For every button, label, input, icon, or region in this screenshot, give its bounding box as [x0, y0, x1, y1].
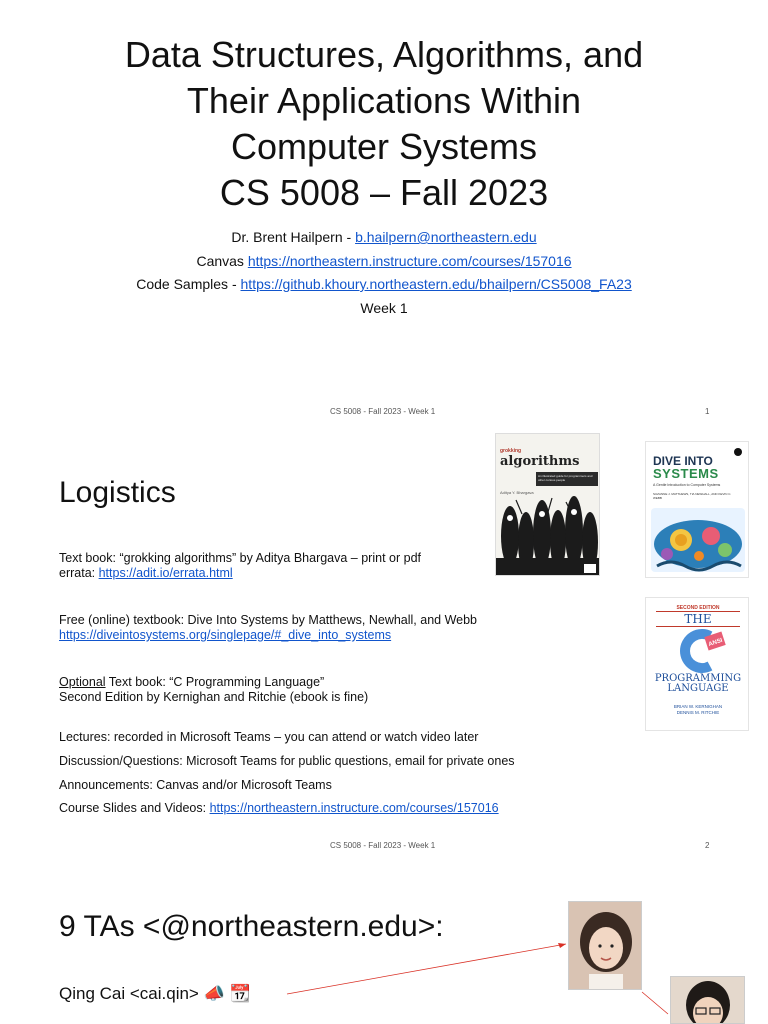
- ta-photo: [670, 976, 745, 1024]
- ta-photo-portrait: [569, 902, 642, 990]
- slide2-title: Logistics: [59, 476, 176, 509]
- grokking-cover-top: grokking: [500, 448, 522, 454]
- slide2-footer: CS 5008 - Fall 2023 - Week 1: [330, 841, 436, 850]
- c-cover-title-line2: LANGUAGE: [667, 683, 729, 694]
- slide2-page-number: 2: [705, 841, 710, 850]
- instructor-name: Dr. Brent Hailpern -: [231, 229, 356, 245]
- code-samples-link[interactable]: https://github.khoury.northeastern.edu/bhailpern/CS5008_FA23: [240, 276, 632, 292]
- canvas-label: Canvas: [196, 253, 248, 269]
- canvas-link[interactable]: https://northeastern.instructure.com/courses/157016: [247, 253, 572, 269]
- c-cover-author1: BRIAN W. KERNIGHAN: [673, 704, 723, 709]
- ta-list-item: Qing Cai <cai.qin> 📣 📆: [59, 984, 251, 1003]
- arrow-line: [287, 944, 566, 994]
- lectures-line: Lectures: recorded in Microsoft Teams – you can attend or watch video later: [59, 730, 479, 744]
- c-cover-title-line1: PROGRAMMING: [654, 673, 742, 684]
- grokking-cover-tagline: An illustrated guide for programmers and other curious people: [538, 474, 593, 482]
- c-cover-badge: ANSI: [707, 637, 724, 648]
- dive-cover-authors: SUZANNE J. MATTHEWS, TIA NEWHALL, AND KEVIN C. WEBB: [653, 492, 732, 500]
- ta-photo-portrait: [671, 977, 745, 1024]
- optional-textbook-title: Text book: “C Programming Language”: [105, 675, 325, 689]
- arrow-line: [642, 992, 668, 1014]
- free-textbook-link[interactable]: https://diveintosystems.org/singlepage/#_dive_into_systems: [59, 628, 392, 642]
- instructor-email-link[interactable]: b.hailpern@northeastern.edu: [355, 229, 537, 245]
- discussion-line: Discussion/Questions: Microsoft Teams for public questions, email for private ones: [59, 754, 515, 768]
- slide1-page-number: 1: [705, 407, 710, 416]
- c-cover-the: THE: [684, 612, 712, 626]
- code-samples-label: Code Samples -: [136, 276, 241, 292]
- errata-label: errata:: [59, 566, 99, 580]
- course-slides-label: Course Slides and Videos:: [59, 801, 210, 815]
- slide1-title-line: CS 5008 – Fall 2023: [219, 172, 549, 213]
- grokking-cover-title: algorithms: [500, 454, 580, 469]
- optional-label: Optional: [59, 675, 106, 689]
- grokking-cover-author: Aditya Y. Bhargava: [500, 490, 534, 495]
- free-textbook-line: Free (online) textbook: Dive Into Systems by Matthews, Newhall, and Webb: [59, 613, 478, 627]
- dive-cover-subtitle: A Gentle Introduction to Computer Systems: [653, 483, 721, 487]
- textbook-line: Text book: “grokking algorithms” by Aditya Bhargava – print or pdf: [59, 551, 421, 565]
- c-cover-edition: SECOND EDITION: [676, 605, 720, 611]
- ta-photo: [568, 901, 642, 990]
- optional-textbook-edition: Second Edition by Kernighan and Ritchie (ebook is fine): [59, 690, 369, 704]
- week-label: Week 1: [360, 300, 408, 316]
- announcements-line: Announcements: Canvas and/or Microsoft Teams: [59, 778, 332, 792]
- dive-cover-line2: SYSTEMS: [653, 466, 719, 481]
- slide1-title-line: Their Applications Within: [186, 80, 582, 121]
- arrow-head-icon: [558, 943, 566, 948]
- slide1-title-line: Computer Systems: [230, 126, 538, 167]
- slide1-title-line: Data Structures, Algorithms, and: [124, 34, 644, 75]
- errata-link[interactable]: https://adit.io/errata.html: [98, 566, 233, 580]
- course-slides-link[interactable]: https://northeastern.instructure.com/courses/157016: [209, 801, 499, 815]
- c-cover-author2: DENNIS M. RITCHIE: [676, 710, 720, 715]
- slide1-footer: CS 5008 - Fall 2023 - Week 1: [330, 407, 436, 416]
- slide3-title: 9 TAs <@northeastern.edu>:: [59, 910, 444, 943]
- dive-cover-line1: DIVE INTO: [653, 454, 713, 468]
